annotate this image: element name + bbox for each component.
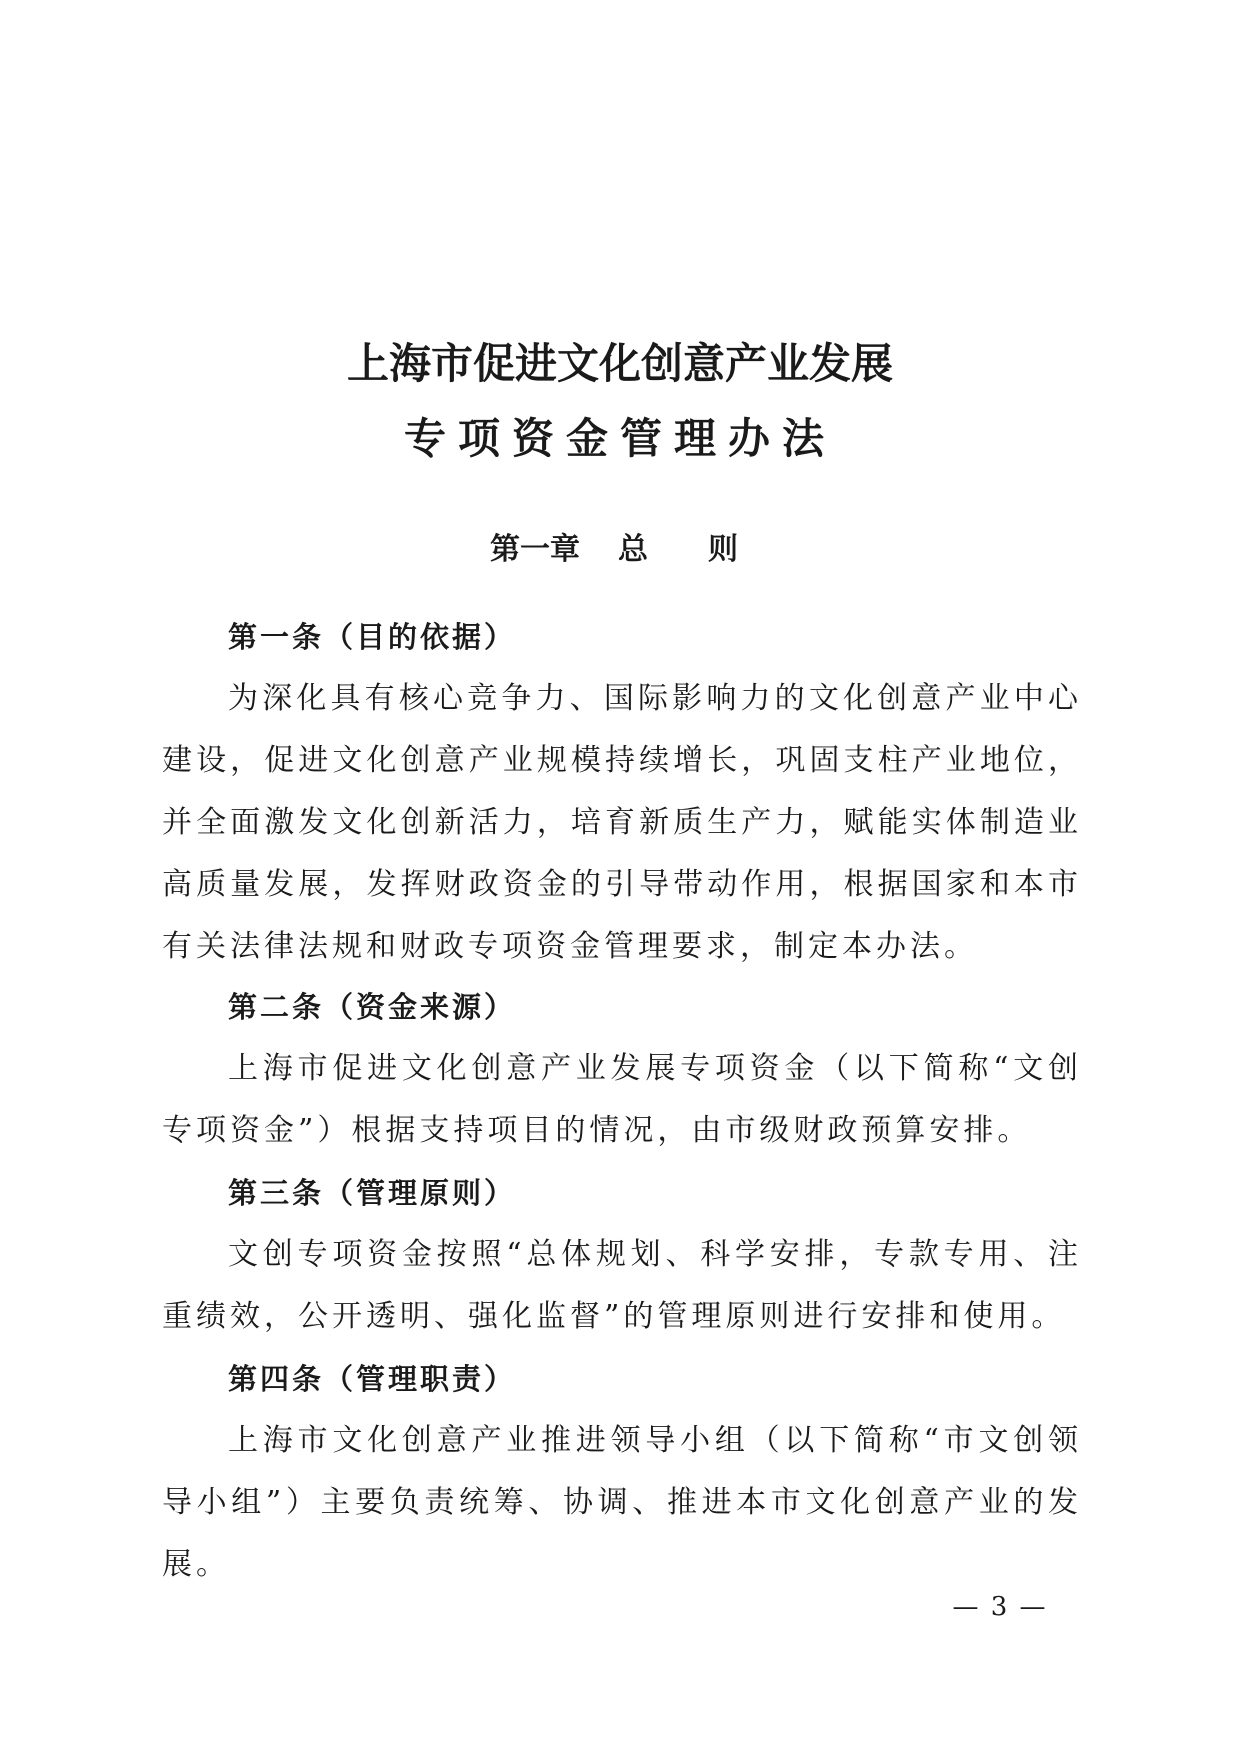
article-heading: 第二条（资金来源） bbox=[228, 990, 517, 1024]
chapter-name-char-2: 则 bbox=[708, 532, 738, 567]
article-2 bbox=[162, 976, 1082, 1162]
chapter-number: 第一章 bbox=[490, 532, 580, 567]
page-number: — 3 — bbox=[952, 1592, 1048, 1622]
article-paragraph: 文创专项资金按照“总体规划、科学安排，专款专用、注重绩效，公开透明、强化监督”的管理原则进行安排和使用。 bbox=[162, 1237, 1082, 1334]
document-title-line-2: 专项资金管理办法 bbox=[403, 414, 836, 463]
article-heading: 第一条（目的依据） bbox=[228, 620, 517, 654]
chapter-name-char-1: 总 bbox=[618, 532, 648, 567]
article-paragraph: 上海市文化创意产业推进领导小组（以下简称“市文创领导小组”）主要负责统筹、协调、推进本市文化创意产业的发展。 bbox=[162, 1423, 1082, 1582]
chapter-heading bbox=[490, 530, 738, 570]
article-4 bbox=[162, 1348, 1082, 1596]
article-paragraph: 上海市促进文化创意产业发展专项资金（以下简称“文创专项资金”）根据支持项目的情况，由市级财政预算安排。 bbox=[162, 1051, 1082, 1148]
article-paragraph: 为深化具有核心竞争力、国际影响力的文化创意产业中心建设，促进文化创意产业规模持续增长，巩固支柱产业地位，并全面激发文化创新活力，培育新质生产力，赋能实体制造业高质量发展，发挥财政资金的引导带动作用，根据国家和本市有关法律法规和财政专项资金管理要求，制定本办法。 bbox=[162, 681, 1082, 964]
article-heading: 第三条（管理原则） bbox=[228, 1176, 517, 1210]
article-1 bbox=[162, 606, 1082, 978]
article-3 bbox=[162, 1162, 1082, 1348]
article-heading: 第四条（管理职责） bbox=[228, 1362, 517, 1396]
document-title-line-1: 上海市促进文化创意产业发展 bbox=[346, 339, 893, 388]
